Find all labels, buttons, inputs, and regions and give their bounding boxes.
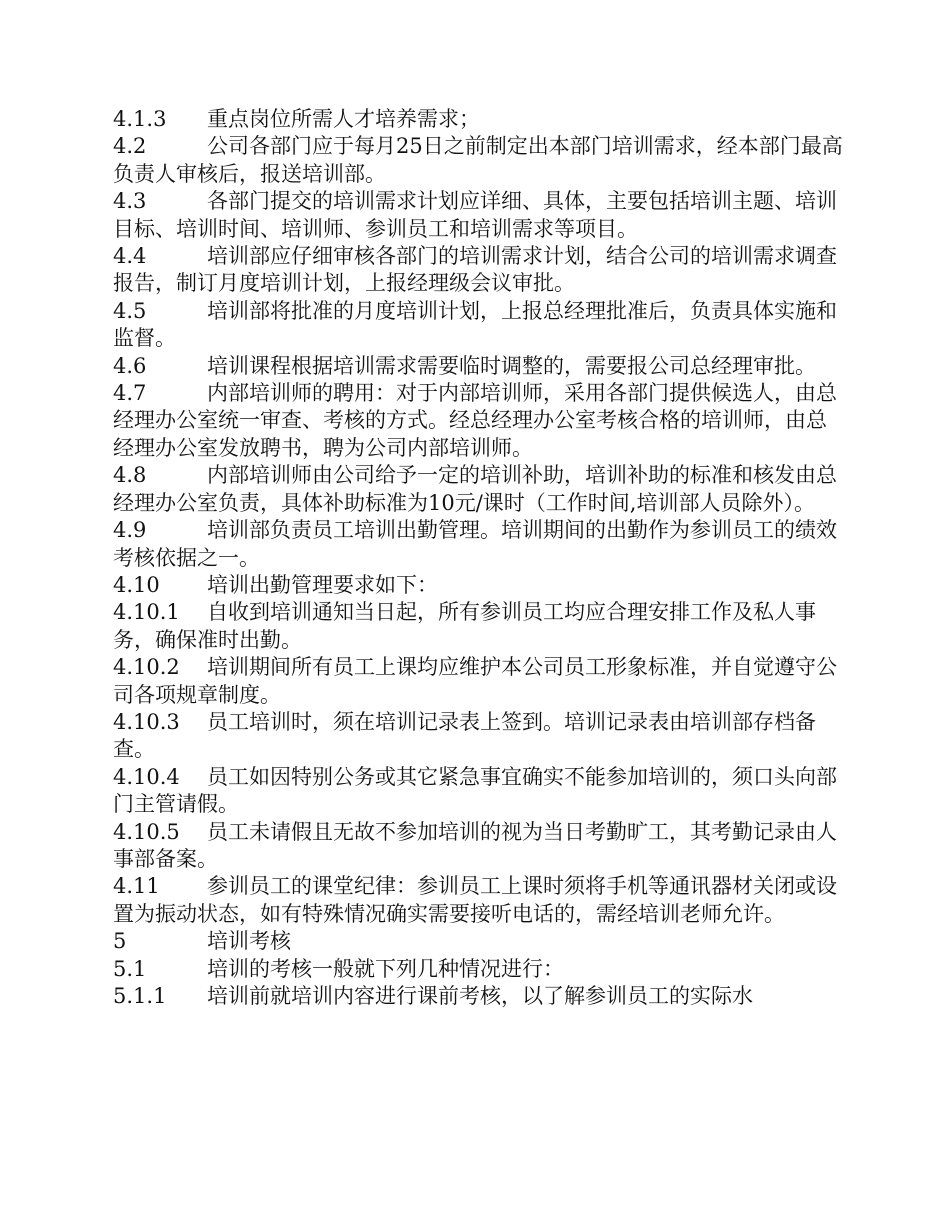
clause-number: 4.7 (113, 381, 147, 406)
clause-number: 4.2 (113, 134, 147, 159)
paragraph (113, 243, 843, 298)
clause-text: 内部培训师由公司给予一定的培训补助，培训补助的标准和核发由总经理办公室负责，具体补助标准为10元/课时（工作时间,培训部人员除外）。 (113, 463, 837, 515)
clause-text: 各部门提交的培训需求计划应详细、具体，主要包括培训主题、培训目标、培训时间、培训师、参训员工和培训需求等项目。 (113, 189, 837, 241)
paragraph (113, 572, 843, 599)
clause-text: 培训课程根据培训需求需要临时调整的，需要报公司总经理审批。 (207, 353, 816, 378)
paragraph (113, 517, 843, 572)
clause-text: 培训部应仔细审核各部门的培训需求计划，结合公司的培训需求调查报告，制订月度培训计划，上报经理级会议审批。 (113, 244, 837, 296)
clause-number: 4.10 (113, 572, 160, 597)
clause-text: 公司各部门应于每月25日之前制定出本部门培训需求，经本部门最高负责人审核后，报送培训部。 (113, 134, 843, 186)
clause-text: 培训考核 (207, 929, 291, 954)
clause-number: 4.1.3 (113, 107, 167, 131)
clause-text: 培训部将批准的月度培训计划，上报总经理批准后，负责具体实施和监督。 (113, 298, 837, 351)
document-body (113, 106, 843, 1010)
clause-text: 员工未请假且无故不参加培训的视为当日考勤旷工，其考勤记录由人事部备案。 (113, 819, 837, 871)
paragraph (113, 709, 843, 764)
paragraph (113, 983, 843, 1010)
paragraph (113, 599, 843, 654)
clause-number: 4.9 (113, 518, 147, 543)
paragraph (113, 819, 843, 874)
clause-number: 4.10.3 (113, 709, 180, 734)
clause-number: 4.10.4 (113, 764, 180, 789)
clause-number: 4.3 (113, 189, 147, 214)
clause-text: 员工培训时，须在培训记录表上签到。培训记录表由培训部存档备查。 (113, 709, 816, 762)
clause-text: 培训的考核一般就下列几种情况进行： (207, 956, 564, 981)
paragraph (113, 380, 843, 462)
paragraph (113, 462, 843, 517)
clause-text: 参训员工的课堂纪律：参训员工上课时须将手机等通讯器材关闭或设置为振动状态，如有特殊情况确实需要接听电话的，需经培训老师允许。 (113, 874, 837, 926)
clause-number: 5 (113, 929, 127, 954)
paragraph (113, 764, 843, 819)
clause-text: 内部培训师的聘用：对于内部培训师，采用各部门提供候选人，由总经理办公室统一审查、考核的方式。经总经理办公室考核合格的培训师，由总经理办公室发放聘书，聘为公司内部培训师。 (113, 381, 837, 460)
clause-text: 自收到培训通知当日起，所有参训员工均应合理安排工作及私人事务，确保准时出勤。 (113, 600, 816, 652)
clause-text: 培训出勤管理要求如下： (207, 572, 438, 597)
clause-number: 4.5 (113, 298, 147, 323)
paragraph (113, 298, 843, 353)
clause-number: 4.10.2 (113, 655, 180, 680)
clause-number: 4.10.1 (113, 600, 180, 625)
clause-number: 4.4 (113, 244, 147, 269)
paragraph (113, 188, 843, 243)
paragraph (113, 353, 843, 380)
paragraph (113, 956, 843, 983)
paragraph (113, 873, 843, 928)
clause-text: 培训前就培训内容进行课前考核，以了解参训员工的实际水 (207, 984, 753, 1008)
clause-number: 4.6 (113, 353, 147, 378)
clause-text: 培训部负责员工培训出勤管理。培训期间的出勤作为参训员工的绩效考核依据之一。 (113, 518, 837, 570)
paragraph (113, 133, 843, 188)
clause-number: 5.1.1 (113, 984, 167, 1008)
clause-text: 员工如因特别公务或其它紧急事宜确实不能参加培训的，须口头向部门主管请假。 (113, 764, 837, 817)
paragraph (113, 106, 843, 133)
clause-number: 4.11 (113, 874, 160, 899)
clause-text: 培训期间所有员工上课均应维护本公司员工形象标准，并自觉遵守公司各项规章制度。 (113, 655, 837, 707)
clause-number: 5.1 (113, 956, 147, 981)
clause-number: 4.8 (113, 463, 147, 488)
clause-number: 4.10.5 (113, 819, 180, 844)
paragraph (113, 654, 843, 709)
clause-text: 重点岗位所需人才培养需求； (207, 107, 480, 131)
paragraph (113, 928, 843, 955)
